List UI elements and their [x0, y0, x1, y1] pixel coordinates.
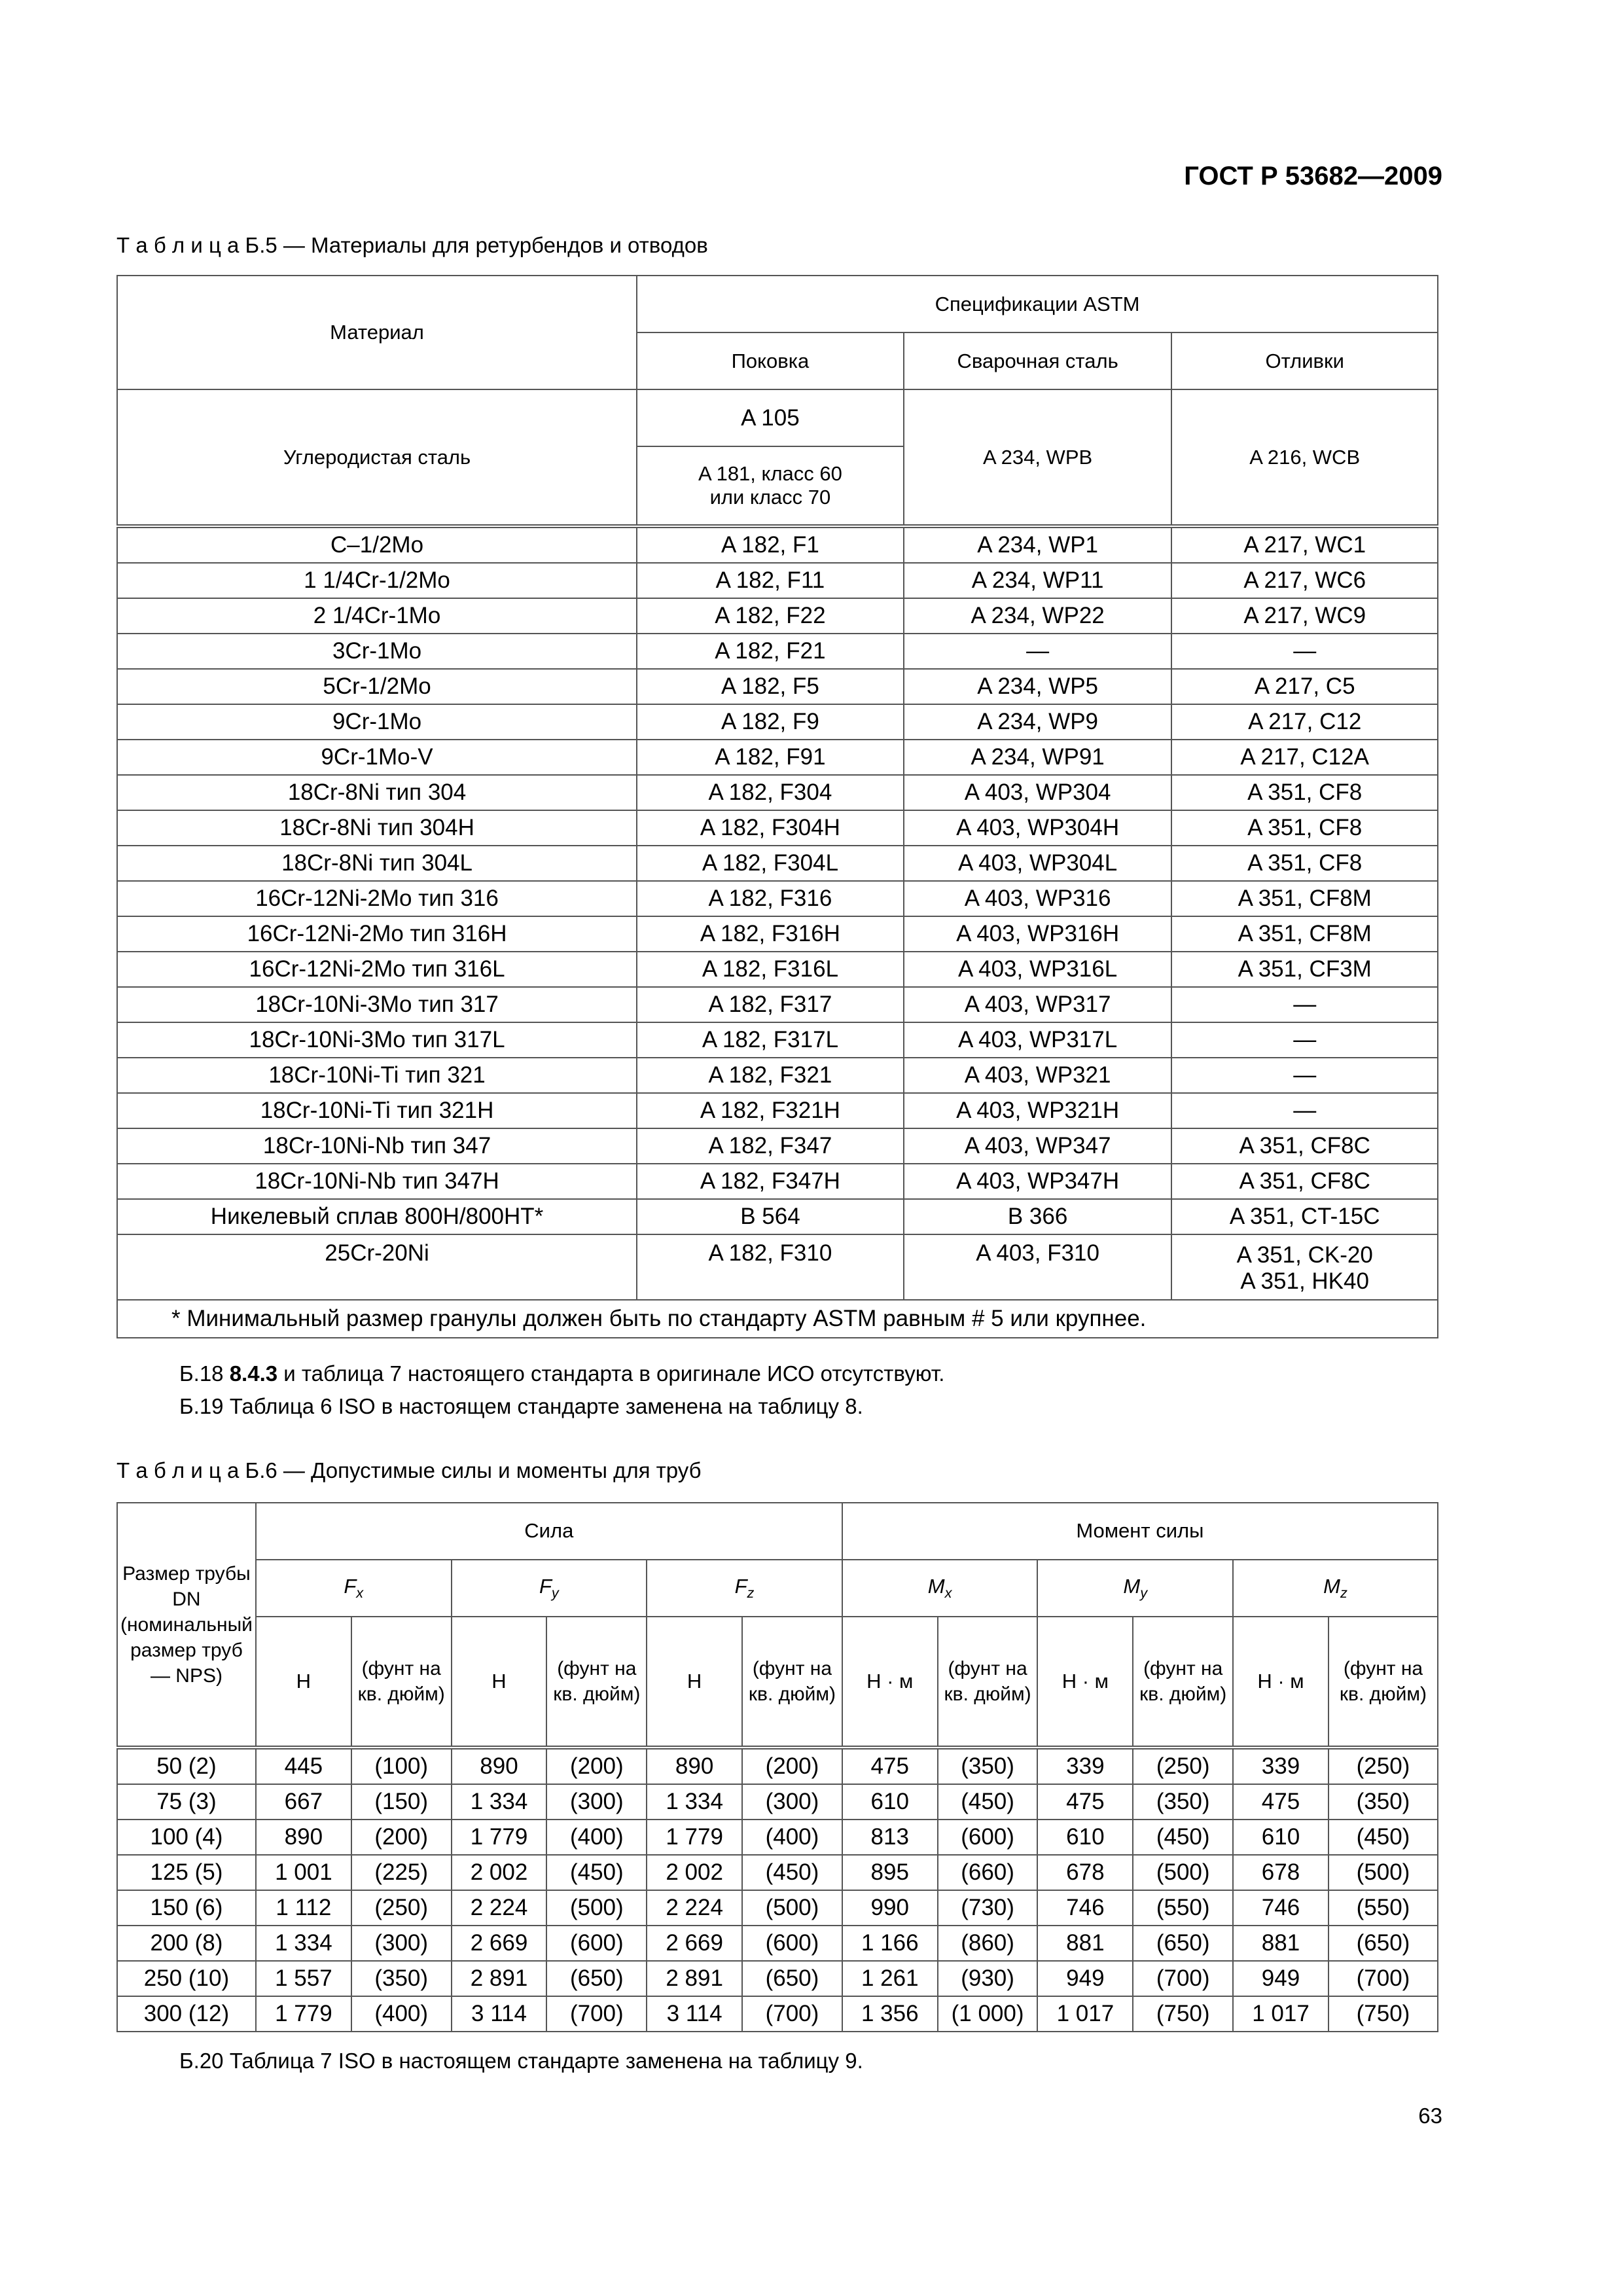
cell: (660): [938, 1855, 1038, 1890]
cell: 1 779: [452, 1820, 547, 1855]
table-row: [117, 1996, 1438, 2032]
cell: 250 (10): [117, 1961, 256, 1996]
cell: (350): [938, 1748, 1038, 1784]
cell: 9Cr-1Mo-V: [117, 740, 637, 775]
cell: 339: [1037, 1748, 1133, 1784]
mz-symbol: M: [1323, 1575, 1340, 1598]
header-pipe-size: Размер трубы DN (номинальный размер труб — NPS): [117, 1503, 256, 1748]
cell: A 351, CF8M: [1171, 916, 1438, 952]
cell: (930): [938, 1961, 1038, 1996]
cell: (750): [1133, 1996, 1233, 2032]
cell: A 403, WP316L: [904, 952, 1172, 987]
cell: A 217, C5: [1171, 669, 1438, 704]
cell: (500): [1133, 1855, 1233, 1890]
cell: (250): [1133, 1748, 1233, 1784]
cell: 813: [842, 1820, 938, 1855]
cell: 667: [256, 1784, 351, 1820]
table-row: [117, 1820, 1438, 1855]
table-row: [117, 1164, 1438, 1199]
unit-si: Н: [647, 1617, 742, 1748]
cell: A 182, F316: [637, 881, 904, 916]
cell: 475: [1233, 1784, 1329, 1820]
cell: A 182, F317: [637, 987, 904, 1022]
unit-imperial: (фунт на кв. дюйм): [1133, 1617, 1233, 1748]
cell: 890: [256, 1820, 351, 1855]
cell: 1 1/4Cr-1/2Mo: [117, 563, 637, 598]
cell: 890: [452, 1748, 547, 1784]
cell: A 351, CF8: [1171, 810, 1438, 846]
cell: A 182, F9: [637, 704, 904, 740]
cell: (450): [546, 1855, 647, 1890]
table-row: [117, 634, 1438, 669]
header-fz: [647, 1560, 842, 1617]
table-row: [117, 1961, 1438, 1996]
cell: 2 224: [452, 1890, 547, 1926]
cell: 2 891: [452, 1961, 547, 1996]
cell: (650): [742, 1961, 842, 1996]
carbon-welded: A 234, WPB: [904, 389, 1172, 526]
cell: 1 017: [1233, 1996, 1329, 2032]
cell: A 403, WP304: [904, 775, 1172, 810]
mx-sub: x: [944, 1585, 952, 1602]
unit-imperial: (фунт на кв. дюйм): [351, 1617, 452, 1748]
cell: 990: [842, 1890, 938, 1926]
cell: A 403, WP317: [904, 987, 1172, 1022]
unit-imperial: (фунт на кв. дюйм): [546, 1617, 647, 1748]
cell: 746: [1233, 1890, 1329, 1926]
table-row: [117, 846, 1438, 881]
cell: (250): [351, 1890, 452, 1926]
cell: —: [1171, 1058, 1438, 1093]
header-astm-specs: Спецификации ASTM: [637, 276, 1438, 332]
cell: A 182, F11: [637, 563, 904, 598]
cell: 1 334: [647, 1784, 742, 1820]
cell: A 182, F5: [637, 669, 904, 704]
carbon-steel-material: Углеродистая сталь: [117, 389, 637, 526]
cell: A 182, F304: [637, 775, 904, 810]
unit-si: Н · м: [1233, 1617, 1329, 1748]
table-row: [117, 987, 1438, 1022]
cell: A 182, F22: [637, 598, 904, 634]
cell: A 182, F321: [637, 1058, 904, 1093]
cell: A 217, WC1: [1171, 526, 1438, 563]
cell: 2 891: [647, 1961, 742, 1996]
cell: [1171, 1234, 1438, 1300]
header-fx: [256, 1560, 452, 1617]
cell: (550): [1133, 1890, 1233, 1926]
cell: 1 334: [256, 1926, 351, 1961]
cell: A 403, WP304L: [904, 846, 1172, 881]
table-row: [117, 952, 1438, 987]
header-welded: Сварочная сталь: [904, 332, 1172, 389]
my-sub: y: [1140, 1585, 1148, 1602]
header-fy: [452, 1560, 647, 1617]
cell: A 234, WP9: [904, 704, 1172, 740]
unit-si: Н: [452, 1617, 547, 1748]
cell: A 182, F347: [637, 1128, 904, 1164]
cell: A 182, F321H: [637, 1093, 904, 1128]
cell: (1 000): [938, 1996, 1038, 2032]
cell: A 351, CT-15C: [1171, 1199, 1438, 1234]
cell: 1 779: [256, 1996, 351, 2032]
table-5-caption: Т а б л и ц а Б.5 — Материалы для ретурбендов и отводов: [116, 233, 708, 257]
cell: (400): [546, 1820, 647, 1855]
cell: A 403, WP317L: [904, 1022, 1172, 1058]
table-row: [117, 881, 1438, 916]
cell: 18Cr-10Ni-Nb тип 347H: [117, 1164, 637, 1199]
cell: 100 (4): [117, 1820, 256, 1855]
table-row: [117, 669, 1438, 704]
cell: 339: [1233, 1748, 1329, 1784]
cell: 5Cr-1/2Mo: [117, 669, 637, 704]
cell: (500): [1329, 1855, 1438, 1890]
cell: (200): [351, 1820, 452, 1855]
page-number: 63: [1418, 2104, 1442, 2128]
cell: 125 (5): [117, 1855, 256, 1890]
cell: (700): [1329, 1961, 1438, 1996]
cell: A 234, WP11: [904, 563, 1172, 598]
carbon-forging-2: A 181, класс 60 или класс 70: [637, 446, 904, 526]
cell: 3 114: [452, 1996, 547, 2032]
note-b19: Б.19 Таблица 6 ISO в настоящем стандарте заменена на таблицу 8.: [179, 1394, 863, 1418]
cell: A 182, F316H: [637, 916, 904, 952]
cell: 949: [1233, 1961, 1329, 1996]
carbon-forging-1: A 105: [637, 389, 904, 446]
cell: (200): [546, 1748, 647, 1784]
table-row: [117, 1855, 1438, 1890]
cell: 150 (6): [117, 1890, 256, 1926]
cell: A 217, C12A: [1171, 740, 1438, 775]
cell: A 182, F304H: [637, 810, 904, 846]
cell: —: [1171, 1093, 1438, 1128]
header-moment: Момент силы: [842, 1503, 1438, 1560]
cell: (400): [351, 1996, 452, 2032]
cell: A 351, CF8: [1171, 775, 1438, 810]
fy-symbol: F: [539, 1575, 552, 1598]
units-row: [117, 1617, 1438, 1748]
cell: A 403, WP316H: [904, 916, 1172, 952]
cell: 678: [1233, 1855, 1329, 1890]
table-row: [117, 1234, 637, 1300]
cell: 18Cr-10Ni-3Mo тип 317: [117, 987, 637, 1022]
cell: 2 224: [647, 1890, 742, 1926]
cell: (350): [1329, 1784, 1438, 1820]
header-my: [1037, 1560, 1233, 1617]
cell: A 182, F21: [637, 634, 904, 669]
cell: A 217, WC6: [1171, 563, 1438, 598]
cell: (860): [938, 1926, 1038, 1961]
cell: A 403, WP347: [904, 1128, 1172, 1164]
cell: (450): [938, 1784, 1038, 1820]
table-row: [117, 1199, 1438, 1234]
cell: (400): [742, 1820, 842, 1855]
cell: 881: [1233, 1926, 1329, 1961]
unit-imperial: (фунт на кв. дюйм): [742, 1617, 842, 1748]
cell: (700): [546, 1996, 647, 2032]
cell: A 351, CF8C: [1171, 1128, 1438, 1164]
fz-symbol: F: [734, 1575, 747, 1598]
header-material: Материал: [117, 276, 637, 389]
cell: 9Cr-1Mo: [117, 704, 637, 740]
cell: 1 166: [842, 1926, 938, 1961]
unit-imperial: (фунт на кв. дюйм): [1329, 1617, 1438, 1748]
cell: 949: [1037, 1961, 1133, 1996]
cell: 18Cr-8Ni тип 304: [117, 775, 637, 810]
cell: (750): [1329, 1996, 1438, 2032]
cell: (550): [1329, 1890, 1438, 1926]
header-force: Сила: [256, 1503, 842, 1560]
cell: 2 002: [647, 1855, 742, 1890]
fz-sub: z: [747, 1585, 755, 1602]
cell: (650): [546, 1961, 647, 1996]
cell: A 351, CF3M: [1171, 952, 1438, 987]
cell: 1 557: [256, 1961, 351, 1996]
cell: (600): [742, 1926, 842, 1961]
cell: —: [1171, 1022, 1438, 1058]
cell: 2 002: [452, 1855, 547, 1890]
cell: (500): [546, 1890, 647, 1926]
cell: A 403, WP321: [904, 1058, 1172, 1093]
cell: (250): [1329, 1748, 1438, 1784]
cell: 3 114: [647, 1996, 742, 2032]
cell: (300): [742, 1784, 842, 1820]
cell: 1 334: [452, 1784, 547, 1820]
cell: (200): [742, 1748, 842, 1784]
cell: A 351, CF8: [1171, 846, 1438, 881]
cell: 475: [1037, 1784, 1133, 1820]
table-row: [117, 810, 1438, 846]
cell: 475: [842, 1748, 938, 1784]
note-b18-text: и таблица 7 настоящего стандарта в оригинале ИСО отсутствуют.: [277, 1361, 945, 1386]
table-row: [117, 1128, 1438, 1164]
cell: A 217, WC9: [1171, 598, 1438, 634]
cell: 18Cr-10Ni-3Mo тип 317L: [117, 1022, 637, 1058]
cell: 16Cr-12Ni-2Mo тип 316: [117, 881, 637, 916]
cell: 18Cr-8Ni тип 304H: [117, 810, 637, 846]
note-b20: Б.20 Таблица 7 ISO в настоящем стандарте заменена на таблицу 9.: [179, 2049, 863, 2073]
table-row: [117, 1784, 1438, 1820]
cell: (700): [1133, 1961, 1233, 1996]
cell: 18Cr-10Ni-Ti тип 321H: [117, 1093, 637, 1128]
cell: (600): [546, 1926, 647, 1961]
cell: A 403, WP316: [904, 881, 1172, 916]
cell: 75 (3): [117, 1784, 256, 1820]
table-5: [116, 275, 1438, 1338]
table-row: [117, 563, 1438, 598]
cell: 18Cr-10Ni-Ti тип 321: [117, 1058, 637, 1093]
fx-symbol: F: [344, 1575, 357, 1598]
cell: 3Cr-1Mo: [117, 634, 637, 669]
cell: C–1/2Mo: [117, 526, 637, 563]
header-mz: [1233, 1560, 1438, 1617]
note-b18: [179, 1361, 944, 1386]
cell-line: A 351, CK-20: [1236, 1242, 1373, 1268]
cell: A 182, F317L: [637, 1022, 904, 1058]
table-row: [117, 704, 1438, 740]
cell: —: [904, 634, 1172, 669]
table-row: [117, 1058, 1438, 1093]
cell: (450): [742, 1855, 842, 1890]
cell: 445: [256, 1748, 351, 1784]
table-row: [117, 1748, 1438, 1784]
cell: 610: [1233, 1820, 1329, 1855]
table-5-footnote: * Минимальный размер гранулы должен быть по стандарту ASTM равным # 5 или крупнее.: [117, 1300, 1438, 1338]
cell: 1 001: [256, 1855, 351, 1890]
mz-sub: z: [1340, 1585, 1347, 1602]
cell: A 182, F310: [637, 1234, 904, 1300]
cell: A 234, WP1: [904, 526, 1172, 563]
my-symbol: M: [1123, 1575, 1141, 1598]
cell: A 182, F91: [637, 740, 904, 775]
table-5-body: [117, 526, 1438, 1234]
table-row: [117, 1890, 1438, 1926]
cell: A 351, CF8C: [1171, 1164, 1438, 1199]
cell: 50 (2): [117, 1748, 256, 1784]
cell: A 234, WP5: [904, 669, 1172, 704]
cell: B 564: [637, 1199, 904, 1234]
unit-imperial: (фунт на кв. дюйм): [938, 1617, 1038, 1748]
cell: (650): [1329, 1926, 1438, 1961]
table-row: [117, 598, 1438, 634]
unit-si: Н: [256, 1617, 351, 1748]
cell: —: [1171, 987, 1438, 1022]
table-6-caption: Т а б л и ц а Б.6 — Допустимые силы и моменты для труб: [116, 1458, 702, 1482]
cell: 1 017: [1037, 1996, 1133, 2032]
cell: 610: [1037, 1820, 1133, 1855]
cell: 2 669: [647, 1926, 742, 1961]
document-header: ГОСТ Р 53682—2009: [1184, 162, 1442, 190]
cell: Никелевый сплав 800H/800HT*: [117, 1199, 637, 1234]
cell: (225): [351, 1855, 452, 1890]
cell: (600): [938, 1820, 1038, 1855]
cell: (500): [742, 1890, 842, 1926]
header-forging: Поковка: [637, 332, 904, 389]
cell: 18Cr-8Ni тип 304L: [117, 846, 637, 881]
cell: 895: [842, 1855, 938, 1890]
cell: (730): [938, 1890, 1038, 1926]
cell: (150): [351, 1784, 452, 1820]
cell: 1 112: [256, 1890, 351, 1926]
cell: 746: [1037, 1890, 1133, 1926]
cell: 25Cr-20Ni: [325, 1240, 429, 1266]
cell: A 182, F347H: [637, 1164, 904, 1199]
mx-symbol: M: [927, 1575, 945, 1598]
cell: (100): [351, 1748, 452, 1784]
unit-si: Н · м: [842, 1617, 938, 1748]
cell: 200 (8): [117, 1926, 256, 1961]
fy-sub: y: [551, 1585, 559, 1602]
cell-line: A 351, HK40: [1240, 1268, 1369, 1294]
cell: A 234, WP22: [904, 598, 1172, 634]
table-6-body: [117, 1748, 1438, 2032]
cell: (700): [742, 1996, 842, 2032]
cell: A 403, WP347H: [904, 1164, 1172, 1199]
cell: 16Cr-12Ni-2Mo тип 316H: [117, 916, 637, 952]
cell: B 366: [904, 1199, 1172, 1234]
table-row: [117, 775, 1438, 810]
table-row: [117, 1022, 1438, 1058]
cell: (650): [1133, 1926, 1233, 1961]
cell: —: [1171, 634, 1438, 669]
cell: A 351, CF8M: [1171, 881, 1438, 916]
fx-sub: x: [356, 1585, 364, 1602]
cell: 16Cr-12Ni-2Mo тип 316L: [117, 952, 637, 987]
cell: 1 779: [647, 1820, 742, 1855]
cell: (450): [1133, 1820, 1233, 1855]
carbon-casting: A 216, WCB: [1171, 389, 1438, 526]
table-row: [117, 1926, 1438, 1961]
cell: A 217, C12: [1171, 704, 1438, 740]
cell: 18Cr-10Ni-Nb тип 347: [117, 1128, 637, 1164]
cell: A 182, F304L: [637, 846, 904, 881]
cell: (350): [1133, 1784, 1233, 1820]
cell: 678: [1037, 1855, 1133, 1890]
cell: A 403, WP321H: [904, 1093, 1172, 1128]
cell: (350): [351, 1961, 452, 1996]
cell: A 403, F310: [904, 1234, 1172, 1300]
cell: A 182, F1: [637, 526, 904, 563]
cell: A 182, F316L: [637, 952, 904, 987]
cell: A 403, WP304H: [904, 810, 1172, 846]
note-b18-ref: 8.4.3: [229, 1361, 278, 1386]
cell: 2 669: [452, 1926, 547, 1961]
cell: A 234, WP91: [904, 740, 1172, 775]
table-row: [117, 526, 1438, 563]
cell: 1 261: [842, 1961, 938, 1996]
cell: 1 356: [842, 1996, 938, 2032]
unit-si: Н · м: [1037, 1617, 1133, 1748]
note-b18-prefix: Б.18: [179, 1361, 230, 1386]
cell: (450): [1329, 1820, 1438, 1855]
cell: 890: [647, 1748, 742, 1784]
table-6: [116, 1502, 1438, 2032]
table-row: [117, 916, 1438, 952]
table-row: [117, 1093, 1438, 1128]
cell: 2 1/4Cr-1Mo: [117, 598, 637, 634]
header-mx: [842, 1560, 1038, 1617]
cell: 881: [1037, 1926, 1133, 1961]
cell: 610: [842, 1784, 938, 1820]
cell: (300): [351, 1926, 452, 1961]
cell: (300): [546, 1784, 647, 1820]
header-casting: Отливки: [1171, 332, 1438, 389]
cell: 300 (12): [117, 1996, 256, 2032]
table-row: [117, 740, 1438, 775]
